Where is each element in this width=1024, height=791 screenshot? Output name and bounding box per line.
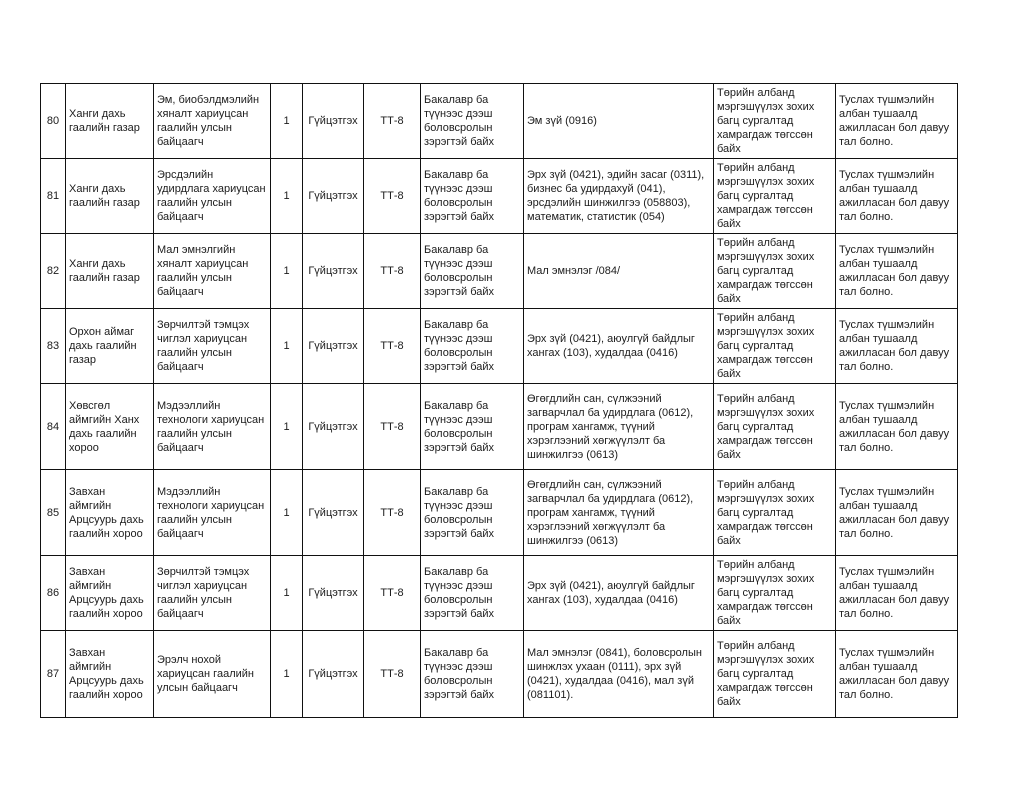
table-row <box>41 631 958 718</box>
cell-position: Эрэлч нохой хариуцсан гаалийн улсын байцаагч <box>154 631 271 718</box>
table-row <box>41 84 958 159</box>
cell-location: Ханги дахь гаалийн газар <box>66 84 154 159</box>
cell-profession: Эрх зүй (0421), эдийн засаг (0311), бизнес ба удирдахуй (041), эрсдэлийн шинжилгээ (058803), математик, статистик (054) <box>524 159 714 234</box>
cell-num: 83 <box>41 309 66 384</box>
cell-num: 86 <box>41 556 66 631</box>
cell-location: Орхон аймаг дахь гаалийн газар <box>66 309 154 384</box>
cell-grade: ТТ-8 <box>364 84 421 159</box>
cell-training: Төрийн албанд мэргэшүүлэх зохих багц сургалтад хамрагдаж төгссөн байх <box>714 384 836 470</box>
cell-profession: Эм зүй (0916) <box>524 84 714 159</box>
cell-type: Гүйцэтгэх <box>303 159 364 234</box>
cell-location: Завхан аймгийн Арцсуурь дахь гаалийн хороо <box>66 556 154 631</box>
cell-count: 1 <box>271 384 303 470</box>
cell-count: 1 <box>271 631 303 718</box>
cell-training: Төрийн албанд мэргэшүүлэх зохих багц сургалтад хамрагдаж төгссөн байх <box>714 159 836 234</box>
cell-education: Бакалавр ба түүнээс дээш боловсролын зэрэгтэй байх <box>421 234 524 309</box>
cell-position: Зөрчилтэй тэмцэх чиглэл хариуцсан гаалийн улсын байцаагч <box>154 309 271 384</box>
cell-profession: Өгөгдлийн сан, сүлжээний загварчлал ба удирдлага (0612), програм хангамж, түүний хэрэглээний хөгжүүлэлт ба шинжилгээ (0613) <box>524 470 714 556</box>
cell-count: 1 <box>271 234 303 309</box>
table-body <box>41 84 958 718</box>
cell-grade: ТТ-8 <box>364 159 421 234</box>
cell-position: Эрсдэлийн удирдлага хариуцсан гаалийн улсын байцаагч <box>154 159 271 234</box>
cell-training: Төрийн албанд мэргэшүүлэх зохих багц сургалтад хамрагдаж төгссөн байх <box>714 631 836 718</box>
cell-education: Бакалавр ба түүнээс дээш боловсролын зэрэгтэй байх <box>421 384 524 470</box>
vacancy-table <box>40 83 958 718</box>
cell-type: Гүйцэтгэх <box>303 384 364 470</box>
cell-location: Хөвсгөл аймгийн Ханх дахь гаалийн хороо <box>66 384 154 470</box>
cell-grade: ТТ-8 <box>364 631 421 718</box>
cell-location: Завхан аймгийн Арцсуурь дахь гаалийн хороо <box>66 631 154 718</box>
cell-advantage: Туслах түшмэлийн албан тушаалд ажилласан бол давуу тал болно. <box>836 234 958 309</box>
cell-profession: Мал эмнэлэг /084/ <box>524 234 714 309</box>
cell-grade: ТТ-8 <box>364 309 421 384</box>
cell-education: Бакалавр ба түүнээс дээш боловсролын зэрэгтэй байх <box>421 309 524 384</box>
cell-profession: Өгөгдлийн сан, сүлжээний загварчлал ба удирдлага (0612), програм хангамж, түүний хэрэглээний хөгжүүлэлт ба шинжилгээ (0613) <box>524 384 714 470</box>
cell-count: 1 <box>271 159 303 234</box>
table-row <box>41 234 958 309</box>
cell-type: Гүйцэтгэх <box>303 234 364 309</box>
cell-education: Бакалавр ба түүнээс дээш боловсролын зэрэгтэй байх <box>421 84 524 159</box>
cell-training: Төрийн албанд мэргэшүүлэх зохих багц сургалтад хамрагдаж төгссөн байх <box>714 84 836 159</box>
cell-profession: Эрх зүй (0421), аюулгүй байдлыг хангах (103), худалдаа (0416) <box>524 309 714 384</box>
cell-type: Гүйцэтгэх <box>303 470 364 556</box>
table-row <box>41 309 958 384</box>
table-row <box>41 470 958 556</box>
cell-type: Гүйцэтгэх <box>303 631 364 718</box>
cell-position: Эм, биобэлдмэлийн хяналт хариуцсан гаалийн улсын байцаагч <box>154 84 271 159</box>
cell-advantage: Туслах түшмэлийн албан тушаалд ажилласан бол давуу тал болно. <box>836 309 958 384</box>
cell-advantage: Туслах түшмэлийн албан тушаалд ажилласан бол давуу тал болно. <box>836 84 958 159</box>
cell-num: 87 <box>41 631 66 718</box>
cell-num: 81 <box>41 159 66 234</box>
cell-location: Ханги дахь гаалийн газар <box>66 159 154 234</box>
table-row <box>41 159 958 234</box>
cell-profession: Мал эмнэлэг (0841), боловсролын шинжлэх ухаан (0111), эрх зүй (0421), худалдаа (0416), мал зүй (081101). <box>524 631 714 718</box>
cell-advantage: Туслах түшмэлийн албан тушаалд ажилласан бол давуу тал болно. <box>836 159 958 234</box>
cell-position: Зөрчилтэй тэмцэх чиглэл хариуцсан гаалийн улсын байцаагч <box>154 556 271 631</box>
cell-position: Мэдээллийн технологи хариуцсан гаалийн улсын байцаагч <box>154 470 271 556</box>
cell-advantage: Туслах түшмэлийн албан тушаалд ажилласан бол давуу тал болно. <box>836 631 958 718</box>
cell-training: Төрийн албанд мэргэшүүлэх зохих багц сургалтад хамрагдаж төгссөн байх <box>714 309 836 384</box>
cell-count: 1 <box>271 470 303 556</box>
cell-type: Гүйцэтгэх <box>303 556 364 631</box>
cell-training: Төрийн албанд мэргэшүүлэх зохих багц сургалтад хамрагдаж төгссөн байх <box>714 234 836 309</box>
cell-education: Бакалавр ба түүнээс дээш боловсролын зэрэгтэй байх <box>421 470 524 556</box>
cell-count: 1 <box>271 309 303 384</box>
cell-training: Төрийн албанд мэргэшүүлэх зохих багц сургалтад хамрагдаж төгссөн байх <box>714 556 836 631</box>
cell-profession: Эрх зүй (0421), аюулгүй байдлыг хангах (103), худалдаа (0416) <box>524 556 714 631</box>
cell-num: 85 <box>41 470 66 556</box>
cell-count: 1 <box>271 556 303 631</box>
table-row <box>41 384 958 470</box>
cell-num: 82 <box>41 234 66 309</box>
cell-advantage: Туслах түшмэлийн албан тушаалд ажилласан бол давуу тал болно. <box>836 384 958 470</box>
cell-num: 84 <box>41 384 66 470</box>
cell-type: Гүйцэтгэх <box>303 309 364 384</box>
cell-education: Бакалавр ба түүнээс дээш боловсролын зэрэгтэй байх <box>421 159 524 234</box>
cell-position: Мэдээллийн технологи хариуцсан гаалийн улсын байцаагч <box>154 384 271 470</box>
cell-grade: ТТ-8 <box>364 470 421 556</box>
cell-grade: ТТ-8 <box>364 384 421 470</box>
cell-education: Бакалавр ба түүнээс дээш боловсролын зэрэгтэй байх <box>421 556 524 631</box>
table-row <box>41 556 958 631</box>
cell-grade: ТТ-8 <box>364 234 421 309</box>
cell-education: Бакалавр ба түүнээс дээш боловсролын зэрэгтэй байх <box>421 631 524 718</box>
cell-position: Мал эмнэлгийн хяналт хариуцсан гаалийн улсын байцаагч <box>154 234 271 309</box>
cell-type: Гүйцэтгэх <box>303 84 364 159</box>
cell-count: 1 <box>271 84 303 159</box>
cell-training: Төрийн албанд мэргэшүүлэх зохих багц сургалтад хамрагдаж төгссөн байх <box>714 470 836 556</box>
cell-location: Ханги дахь гаалийн газар <box>66 234 154 309</box>
cell-location: Завхан аймгийн Арцсуурь дахь гаалийн хороо <box>66 470 154 556</box>
cell-grade: ТТ-8 <box>364 556 421 631</box>
cell-num: 80 <box>41 84 66 159</box>
cell-advantage: Туслах түшмэлийн албан тушаалд ажилласан бол давуу тал болно. <box>836 470 958 556</box>
cell-advantage: Туслах түшмэлийн албан тушаалд ажилласан бол давуу тал болно. <box>836 556 958 631</box>
